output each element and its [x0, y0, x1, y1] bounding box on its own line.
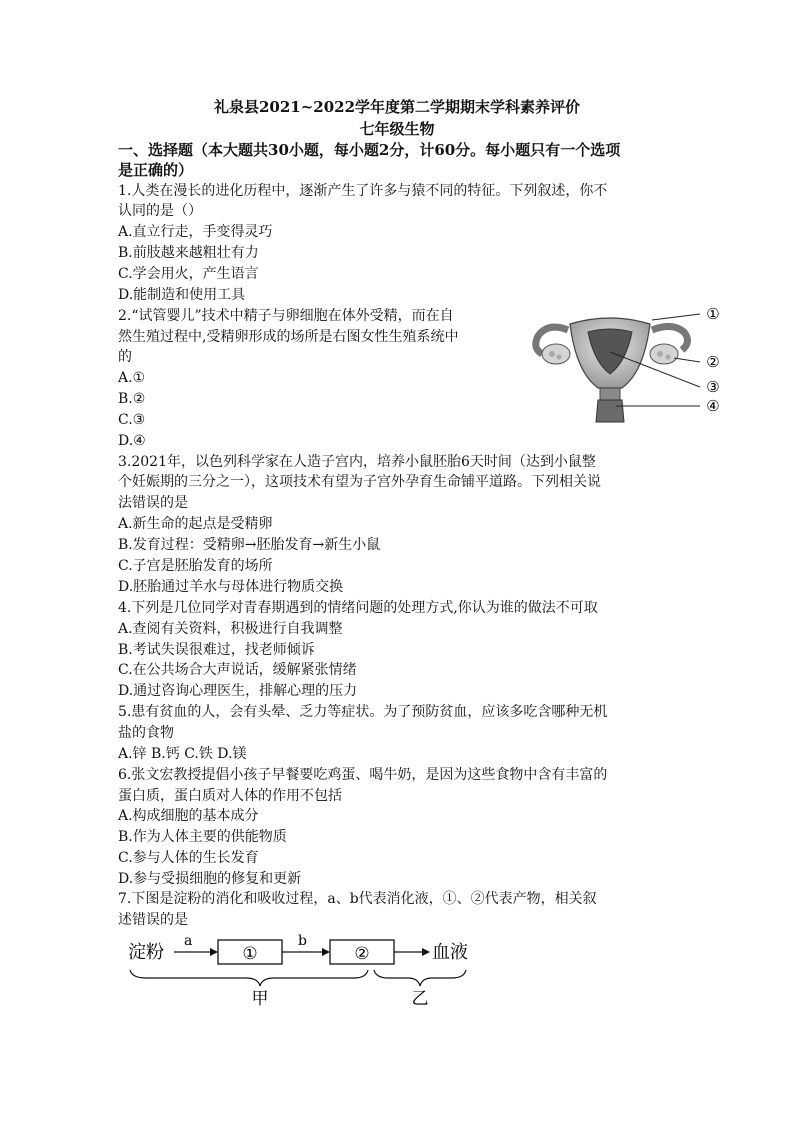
- section-heading: 一、选择题（本大题共30小题，每小题2分，计60分。每小题只有一个选项: [118, 141, 621, 159]
- fig-label-2: ②: [706, 353, 720, 371]
- q2-stem: 2.“试管婴儿”技术中精子与卵细胞在体外受精，而在自: [118, 308, 454, 324]
- diagram-end-label: 血液: [432, 942, 468, 963]
- exam-title: 礼泉县2021~2022学年度第二学期期末学科素养评价: [213, 98, 581, 116]
- q4-option-a: A.查阅有关资料，积极进行自我调整: [118, 621, 343, 637]
- q1-option-b: B.前肢越来越粗壮有力: [118, 245, 259, 261]
- fig-label-3: ③: [706, 378, 720, 396]
- q5-stem: 5.患有贫血的人，会有头晕、乏力等症状。为了预防贫血，应该多吃含哪种无机: [118, 704, 608, 720]
- q1-option-a: A.直立行走，手变得灵巧: [118, 224, 273, 240]
- q2-option-a: A.①: [118, 370, 146, 386]
- q6-option-a: A.构成细胞的基本成分: [118, 808, 259, 824]
- q5-stem-cont: 盐的食物: [118, 725, 174, 741]
- q2-stem-cont2: 的: [118, 349, 132, 365]
- diagram-brace-yi: 乙: [411, 989, 429, 1009]
- q4-option-c: C.在公共场合大声说话，缓解紧张情绪: [118, 662, 357, 678]
- diagram-arrow-a-label: a: [184, 933, 193, 949]
- q2-option-b: B.②: [118, 391, 146, 407]
- q4-stem: 4.下列是几位同学对青春期遇到的情绪问题的处理方式,你认为谁的做法不可取: [118, 600, 598, 616]
- diagram-arrow-b-label: b: [298, 933, 307, 949]
- q3-option-d: D.胚胎通过羊水与母体进行物质交换: [118, 579, 344, 595]
- q4-option-b: B.考试失误很难过，找老师倾诉: [118, 642, 315, 658]
- q6-stem: 6.张文宏教授提倡小孩子早餐要吃鸡蛋、喝牛奶，是因为这些食物中含有丰富的: [118, 767, 608, 783]
- q2-stem-cont: 然生殖过程中,受精卵形成的场所是右图女性生殖系统中: [118, 329, 459, 345]
- q6-option-d: D.参与受损细胞的修复和更新: [118, 871, 302, 887]
- q2-option-c: C.③: [118, 412, 146, 428]
- diagram-brace-jia: 甲: [251, 989, 269, 1009]
- diagram-box-1: ①: [242, 944, 258, 964]
- q7-stem-cont: 述错误的是: [118, 912, 188, 928]
- q1-option-d: D.能制造和使用工具: [118, 287, 246, 303]
- q3-stem: 3.2021年，以色列科学家在人造子宫内，培养小鼠胚胎6天时间（达到小鼠整: [118, 454, 596, 470]
- exam-subtitle: 七年级生物: [359, 120, 435, 138]
- q1-stem: 1.人类在漫长的进化历程中，逐渐产生了许多与猿不同的特征。下列叙述，你不: [118, 183, 608, 199]
- diagram-box-2: ②: [354, 944, 370, 964]
- q5-options: A.锌 B.钙 C.铁 D.镁: [118, 746, 247, 762]
- q6-option-c: C.参与人体的生长发育: [118, 850, 259, 866]
- reproductive-system-figure: [528, 302, 728, 424]
- q3-option-c: C.子宫是胚胎发育的场所: [118, 558, 273, 574]
- q6-stem-cont: 蛋白质，蛋白质对人体的作用不包括: [118, 788, 342, 804]
- fig-label-4: ④: [706, 397, 720, 415]
- q3-stem-cont: 个妊娠期的三分之一），这项技术有望为子宫外孕育生命铺平道路。下列相关说: [118, 474, 601, 490]
- diagram-start-label: 淀粉: [128, 942, 164, 963]
- starch-digestion-diagram: [126, 930, 486, 1010]
- fig-label-1: ①: [706, 305, 720, 323]
- q1-stem-cont: 认同的是（）: [118, 203, 202, 219]
- q6-option-b: B.作为人体主要的供能物质: [118, 829, 287, 845]
- q7-stem: 7.下图是淀粉的消化和吸收过程，a、b代表消化液，①、②代表产物，相关叙: [118, 891, 597, 907]
- q2-option-d: D.④: [118, 433, 146, 449]
- q4-option-d: D.通过咨询心理医生，排解心理的压力: [118, 683, 358, 699]
- q3-stem-cont2: 法错误的是: [118, 495, 188, 511]
- section-heading-cont: 是正确的）: [118, 161, 194, 179]
- q1-option-c: C.学会用火，产生语言: [118, 266, 259, 282]
- q3-option-b: B.发育过程：受精卵→胚胎发育→新生小鼠: [118, 537, 381, 553]
- q3-option-a: A.新生命的起点是受精卵: [118, 516, 273, 532]
